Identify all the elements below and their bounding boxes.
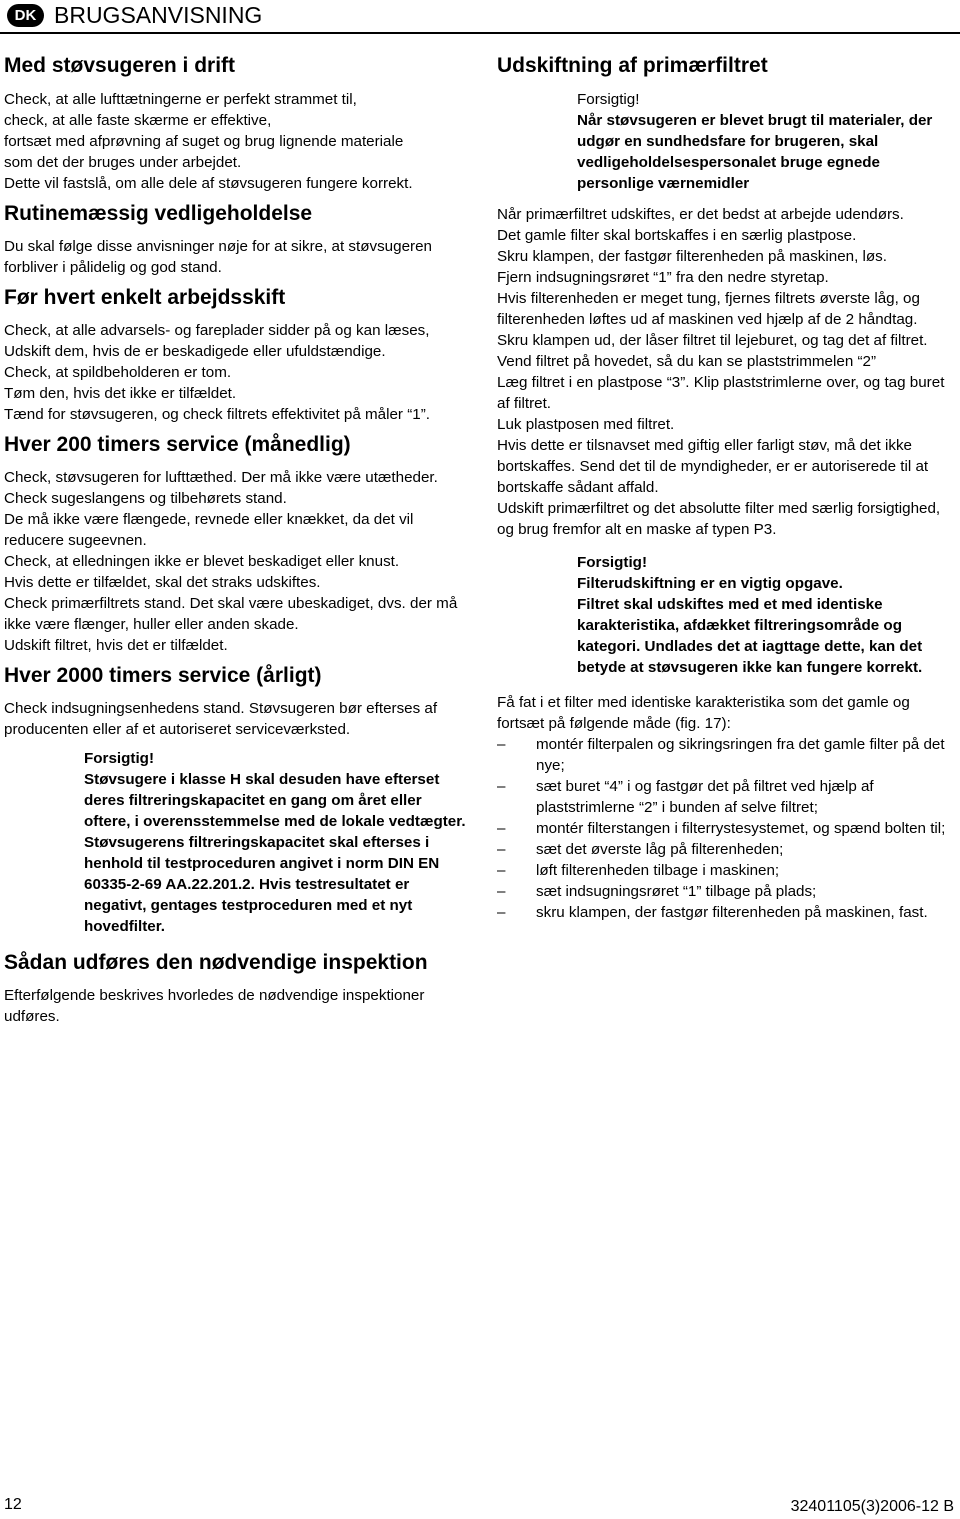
page-title: BRUGSANVISNING [54,2,263,28]
paragraph: Udskift primærfiltret og det absolutte filter med særlig forsigtighed, og brug fremfor alt en maske af typen P3. [497,500,941,538]
paragraph: Efterfølgende beskrives hvorledes de nødvendige inspektioner udføres. [4,987,425,1025]
section-heading-inspection: Sådan udføres den nødvendige inspektion [4,951,428,974]
step-list [497,734,955,923]
warning-block [84,748,470,937]
paragraph: check, at alle faste skærme er effektive, [4,112,272,129]
paragraph: fortsæt med afprøvning af suget og brug lignende materiale [4,133,404,150]
paragraph: De må ikke være flængede, revnede eller knækket, da det vil reducere sugeevnen. [4,511,414,549]
warning-text: Støvsugere i klasse H skal desuden have efterset deres filtreringskapacitet en gang om året eller oftere, i overensstemmelse med de lokale vedtægter. [84,771,466,830]
list-item: – sæt indsugningsrøret “1” tilbage på plads; [497,881,955,902]
section-heading-2000-hours: Hver 2000 timers service (årligt) [4,664,322,687]
paragraph: Vend filtret på hovedet, så du kan se plaststrimmelen “2” [497,353,877,370]
paragraph: Check primærfiltrets stand. Det skal være ubeskadiget, dvs. der må ikke være flænger, huller eller anden skade. [4,595,458,633]
paragraph: Check sugeslangens og tilbehørets stand. [4,490,287,507]
header-rule [0,32,960,34]
list-item: – montér filterpalen og sikringsringen fra det gamle filter på det nye; [497,734,955,776]
paragraph: Dette vil fastslå, om alle dele af støvsugeren fungere korrekt. [4,175,413,192]
list-item: – montér filterstangen i filterrystesystemet, og spænd bolten til; [497,818,955,839]
section-heading-each-shift: Før hvert enkelt arbejdsskift [4,286,286,309]
page-header [0,0,960,34]
paragraph: Check indsugningsenhedens stand. Støvsugeren bør efterses af producenten eller af et autoriseret serviceværksted. [4,700,438,738]
paragraph: Tøm den, hvis det ikke er tilfældet. [4,385,237,402]
list-item: – løft filterenheden tilbage i maskinen; [497,860,955,881]
section-heading-routine-maintenance: Rutinemæssig vedligeholdelse [4,202,313,225]
warning-text: Støvsugerens filtreringskapacitet skal efterses i henhold til testproceduren angivet i norm DIN EN 60335-2-69 AA.22.201.2. Hvis testresultatet er negativt, gentages testproceduren med et nyt hovedfilter. [84,834,440,935]
warning-label: Forsigtig! [577,554,648,571]
list-item: – skru klampen, der fastgør filterenheden på maskinen, fast. [497,902,955,923]
paragraph: Det gamle filter skal bortskaffes i en særlig plastpose. [497,227,857,244]
paragraph: Hvis dette er tilsnavset med giftig eller farligt støv, må det ikke bortskaffes. Send det til de myndigheder, er er autoriserede til at bortskaffe sådant affald. [497,437,929,496]
warning-text: Filtret skal udskiftes med et med identiske karakteristika, afdækket filtreringsområde og kategori. Undlades det at iagttage dette, kan det betyde at støvsugeren ikke kan fungere korrekt. [577,596,923,676]
page-number: 12 [4,1496,22,1513]
warning-label: Forsigtig! [84,750,155,767]
paragraph: Hvis dette er tilfældet, skal det straks udskiftes. [4,574,321,591]
right-column [497,52,955,923]
section-heading-200-hours: Hver 200 timers service (månedlig) [4,433,351,456]
paragraph: Du skal følge disse anvisninger nøje for at sikre, at støvsugeren forbliver i pålidelig og god stand. [4,238,432,276]
language-badge: DK [7,4,44,27]
paragraph: Skru klampen ud, der låser filtret til lejeburet, og tag det af filtret. [497,332,928,349]
paragraph: Luk plastposen med filtret. [497,416,675,433]
section-heading-in-operation: Med støvsugeren i drift [4,54,236,77]
list-item: – sæt det øverste låg på filterenheden; [497,839,955,860]
warning-label: Forsigtig! [577,91,640,108]
paragraph: Få fat i et filter med identiske karakteristika som det gamle og fortsæt på følgende måde (fig. 17): [497,694,910,732]
warning-text: Når støvsugeren er blevet brugt til materialer, der udgør en sundhedsfare for brugeren, skal vedligeholdelsespersonalet bruge egnede personlige værnemidler [577,112,933,192]
paragraph: som det der bruges under arbejdet. [4,154,242,171]
paragraph: Check, at alle lufttætningerne er perfekt strammet til, [4,91,357,108]
left-column [4,52,470,1027]
paragraph: Check, at alle advarsels- og fareplader sidder på og kan læses, Udskift dem, hvis de er beskadigede eller ufuldstændige. [4,322,430,360]
list-item: – sæt buret “4” i og fastgør det på filtret ved hjælp af plaststrimlerne “2” i bunden af selve filtret; [497,776,955,818]
paragraph: Fjern indsugningsrøret “1” fra den nedre styretap. [497,269,829,286]
warning-block [577,552,955,678]
paragraph: Check, at spildbeholderen er tom. [4,364,232,381]
warning-text: Filterudskiftning er en vigtig opgave. [577,575,843,592]
paragraph: Hvis filterenheden er meget tung, fjernes filtrets øverste låg, og filterenheden løftes ud af maskinen ved hjælp af de 2 håndtag. [497,290,920,328]
paragraph: Tænd for støvsugeren, og check filtrets effektivitet på måler “1”. [4,406,430,423]
paragraph: Udskift filtret, hvis det er tilfældet. [4,637,228,654]
warning-block [577,89,955,194]
paragraph: Check, støvsugeren for lufttæthed. Der må ikke være utætheder. [4,469,438,486]
section-heading-replace-filter: Udskiftning af primærfiltret [497,54,768,77]
document-code: 32401105(3)2006-12 B [790,1498,954,1515]
paragraph: Når primærfiltret udskiftes, er det bedst at arbejde udendørs. [497,206,904,223]
paragraph: Check, at elledningen ikke er blevet beskadiget eller knust. [4,553,400,570]
paragraph: Læg filtret i en plastpose “3”. Klip plaststrimlerne over, og tag buret af filtret. [497,374,945,412]
paragraph: Skru klampen, der fastgør filterenheden på maskinen, løs. [497,248,887,265]
